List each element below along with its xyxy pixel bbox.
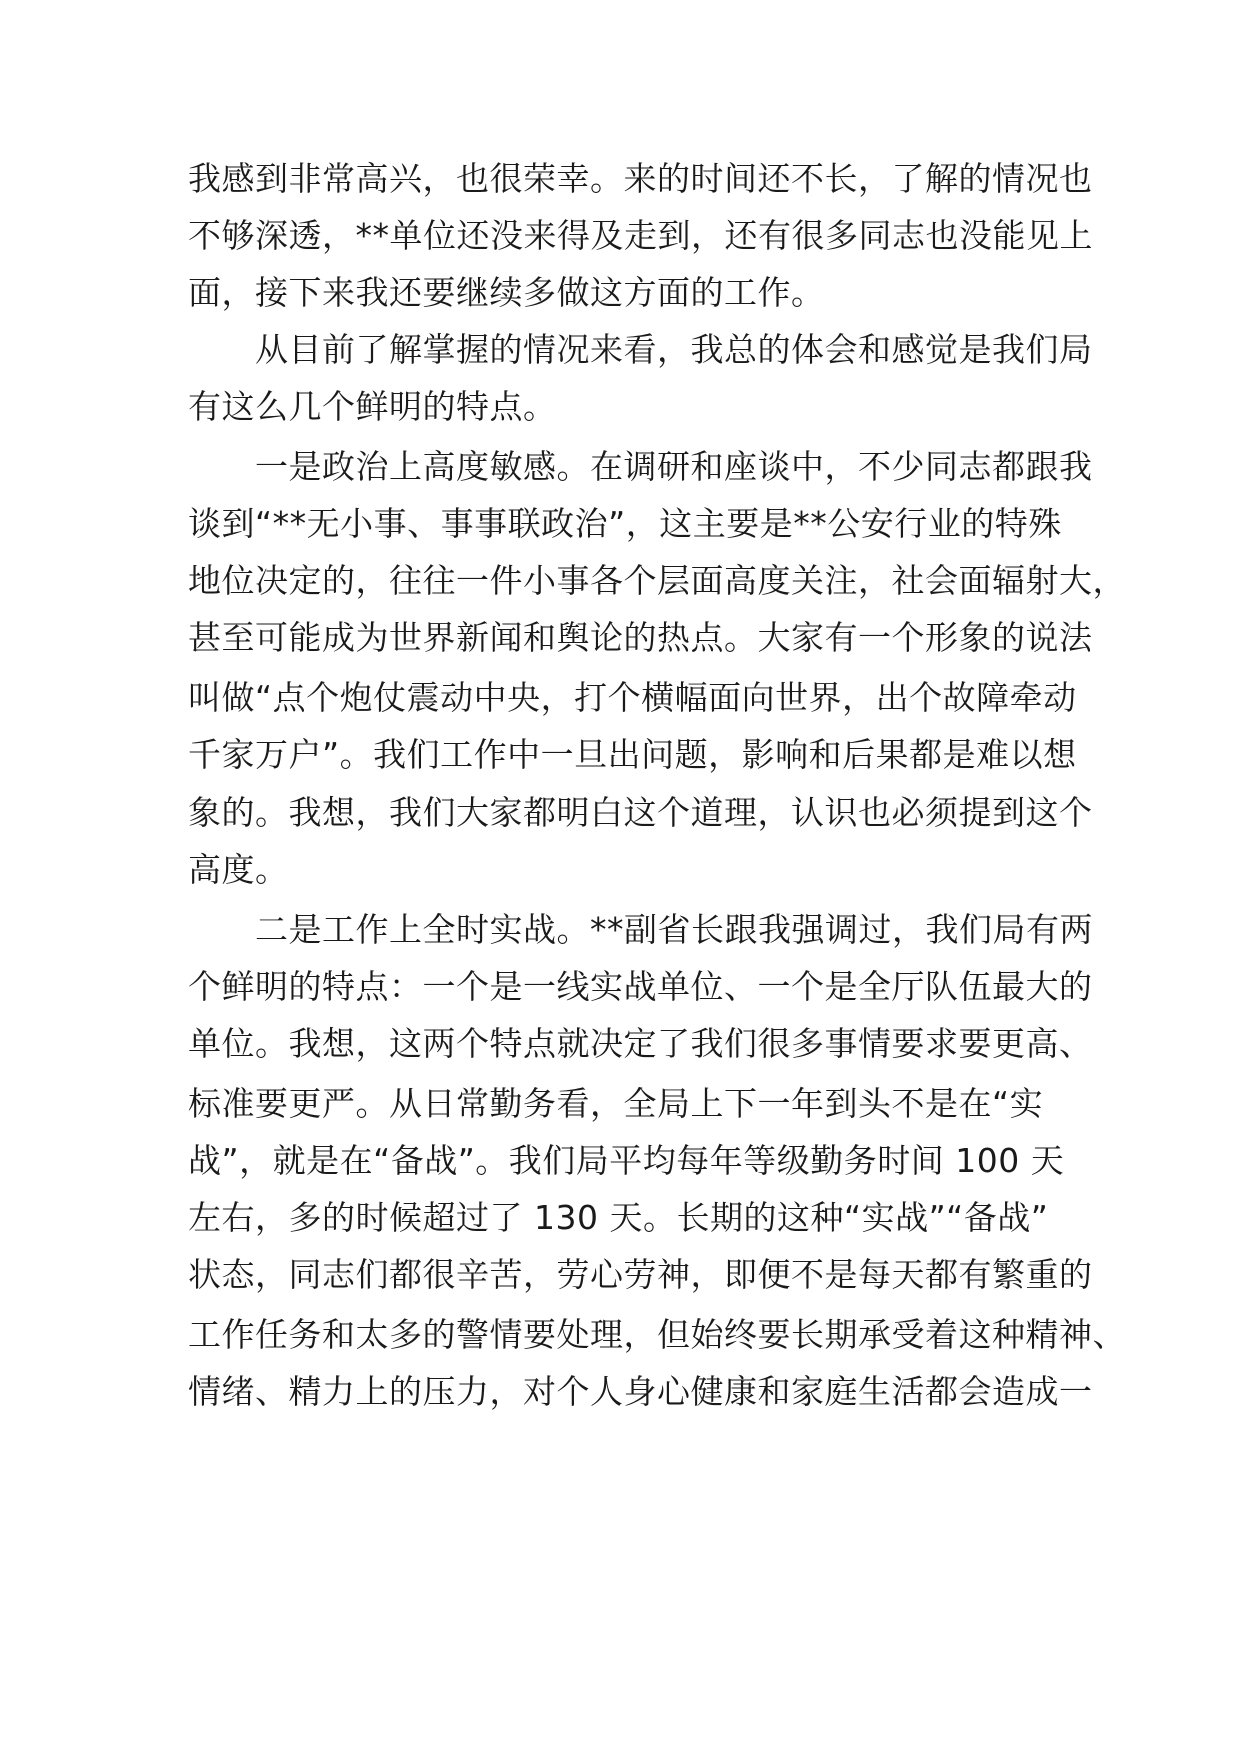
text-line: 千家万户”。我们工作中一旦出问题，影响和后果都是难以想	[188, 735, 1077, 774]
text-line: 一是政治上高度敏感。在调研和座谈中，不少同志都跟我	[188, 447, 1093, 486]
text-line: 叫做“点个炮仗震动中央，打个横幅面向世界，出个故障牵动	[188, 678, 1077, 717]
text-line: 有这么几个鲜明的特点。	[188, 387, 557, 426]
text-line: 单位。我想，这两个特点就决定了我们很多事情要求要更高、	[188, 1024, 1093, 1063]
text-line: 从目前了解掌握的情况来看，我总的体会和感觉是我们局	[188, 330, 1093, 369]
text-line: 象的。我想，我们大家都明白这个道理，认识也必须提到这个	[188, 793, 1093, 832]
text-line: 个鲜明的特点：一个是一线实战单位、一个是全厅队伍最大的	[188, 967, 1093, 1006]
text-line: 情绪、精力上的压力，对个人身心健康和家庭生活都会造成一	[188, 1372, 1093, 1411]
text-line: 不够深透，**单位还没来得及走到，还有很多同志也没能见上	[188, 216, 1093, 255]
text-line: 战”，就是在“备战”。我们局平均每年等级勤务时间 100 天	[188, 1141, 1065, 1180]
text-line: 面，接下来我还要继续多做这方面的工作。	[188, 273, 825, 312]
text-line: 我感到非常高兴，也很荣幸。来的时间还不长，了解的情况也	[188, 159, 1093, 198]
text-line: 工作任务和太多的警情要处理，但始终要长期承受着这种精神、	[188, 1315, 1126, 1354]
text-line: 谈到“**无小事、事事联政治”，这主要是**公安行业的特殊	[188, 504, 1062, 543]
text-line: 甚至可能成为世界新闻和舆论的热点。大家有一个形象的说法	[188, 618, 1093, 657]
text-line: 地位决定的，往往一件小事各个层面高度关注，社会面辐射大，	[188, 561, 1126, 600]
text-line: 状态，同志们都很辛苦，劳心劳神，即便不是每天都有繁重的	[188, 1255, 1093, 1294]
text-line: 左右，多的时候超过了 130 天。长期的这种“实战”“备战”	[188, 1198, 1049, 1237]
text-line: 二是工作上全时实战。**副省长跟我强调过，我们局有两	[188, 910, 1093, 949]
text-line: 高度。	[188, 850, 289, 889]
text-line: 标准要更严。从日常勤务看，全局上下一年到头不是在“实	[188, 1084, 1044, 1123]
